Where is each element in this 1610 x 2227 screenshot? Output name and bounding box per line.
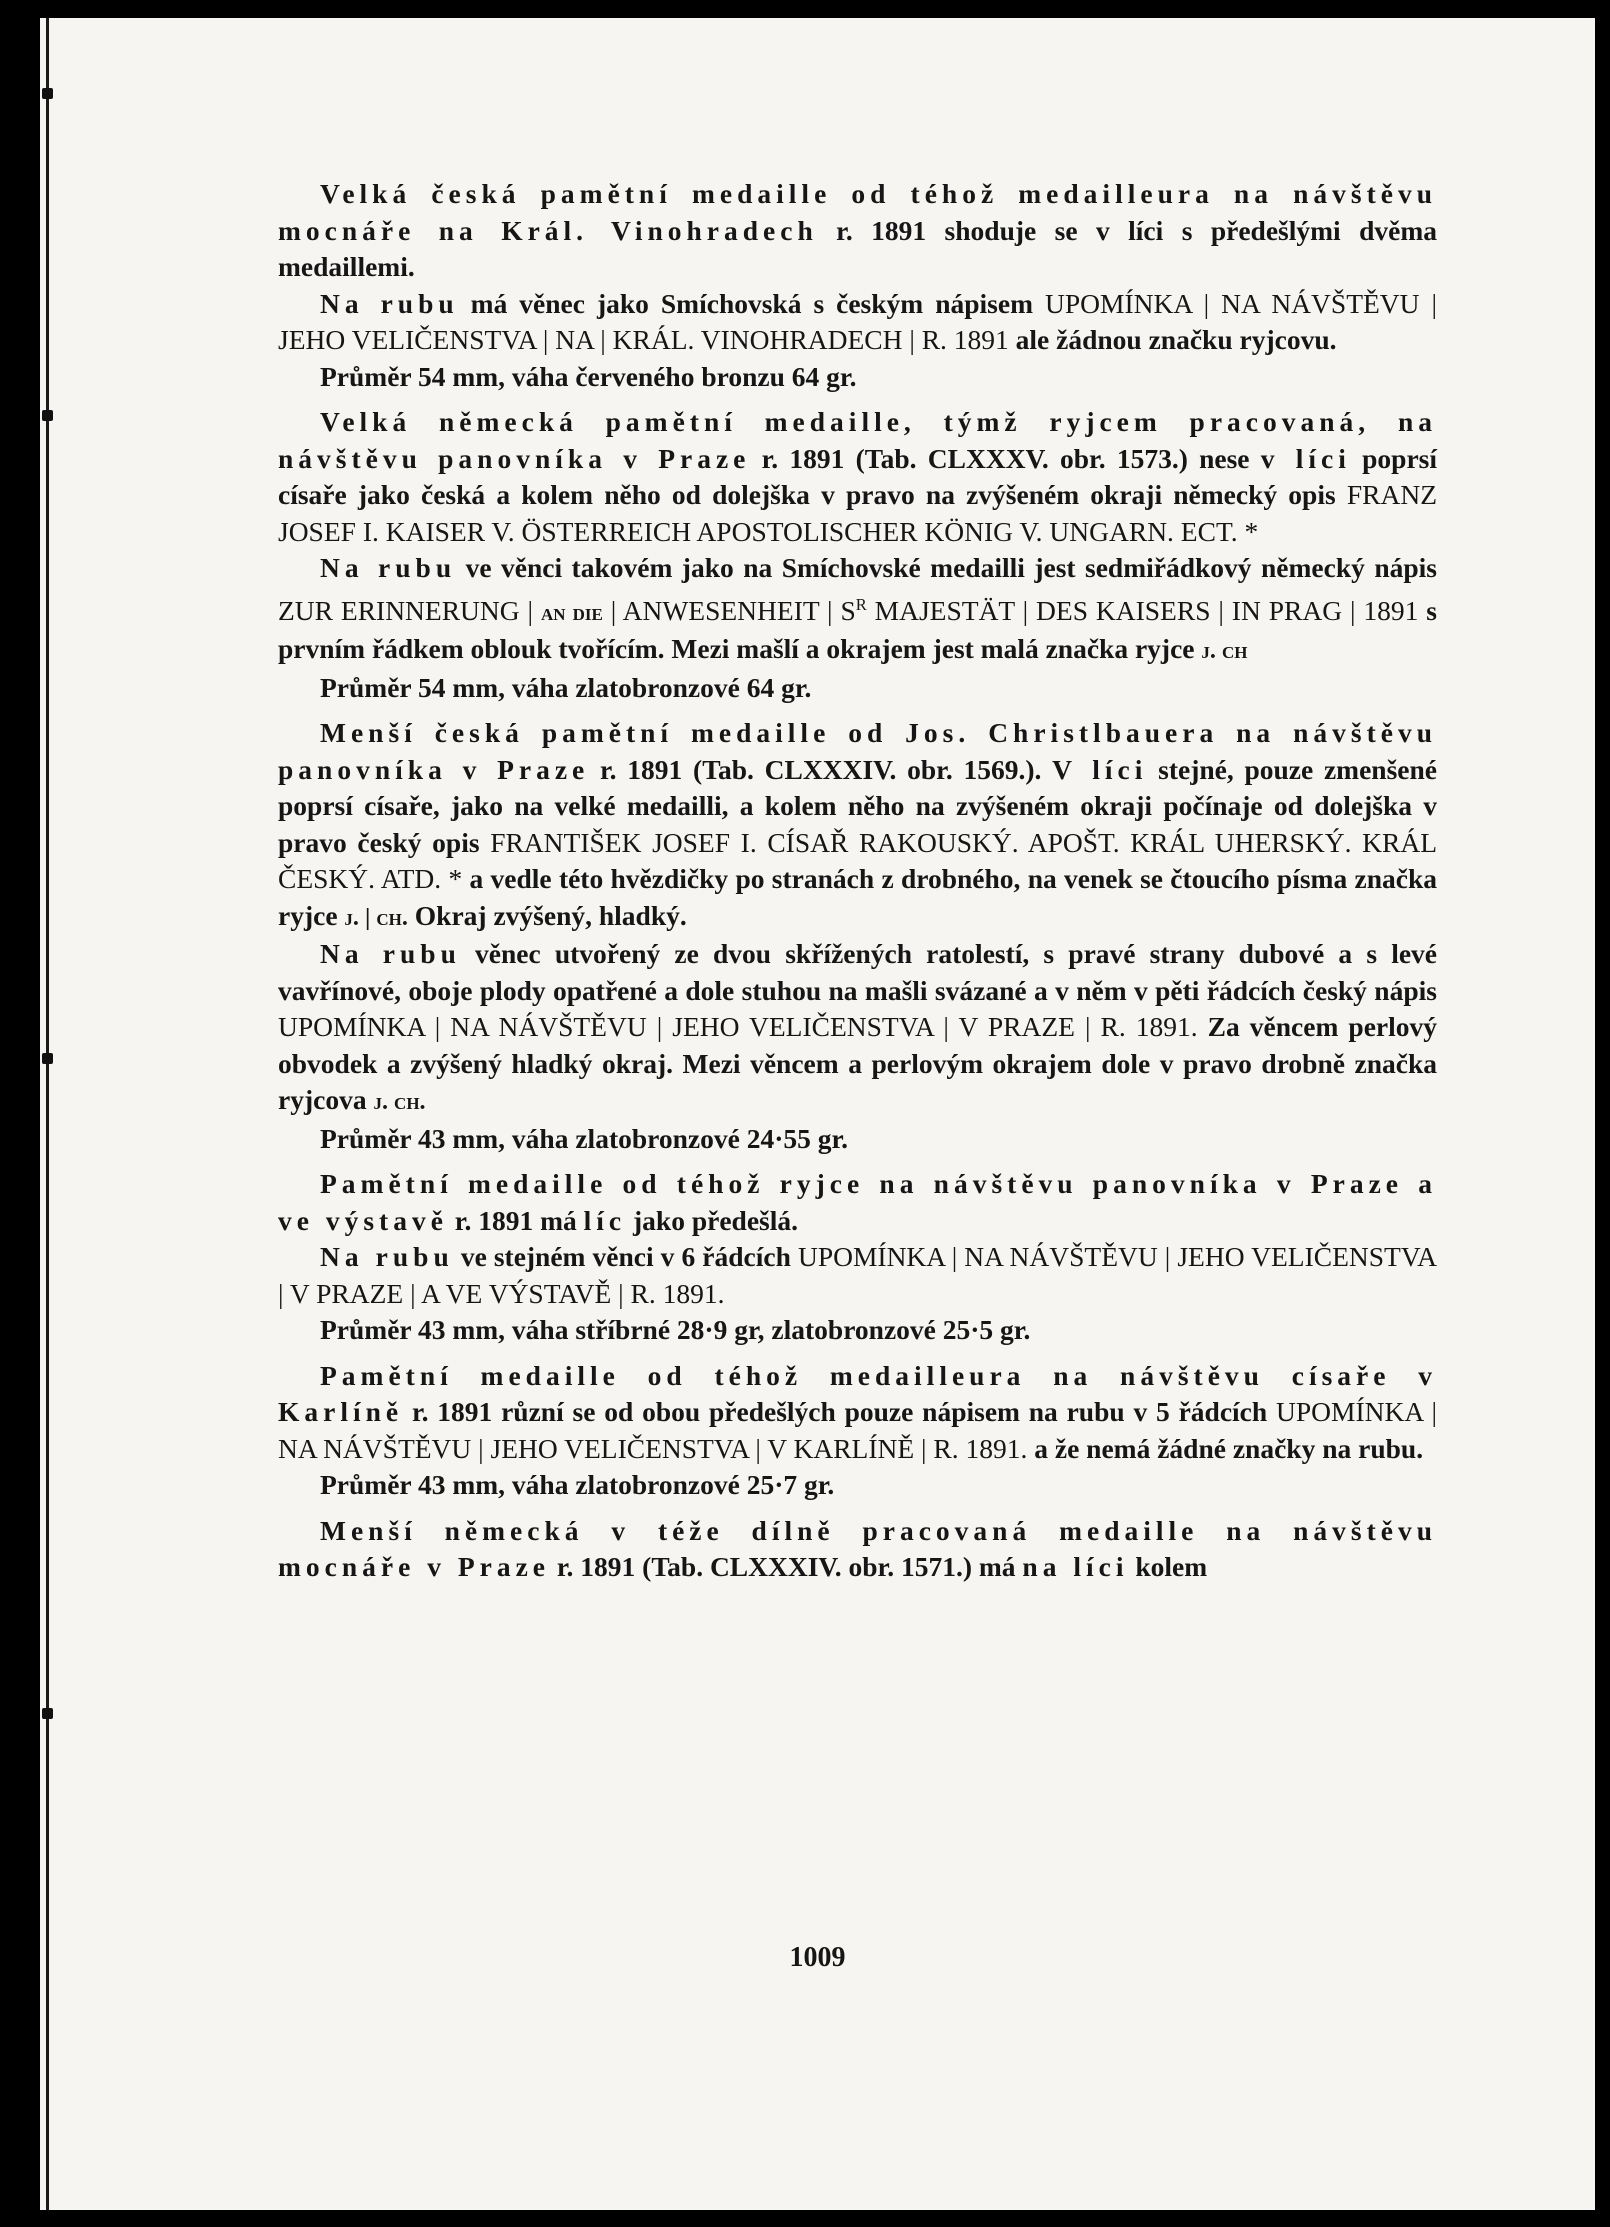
paragraph-text: poprsí císaře jako česká a kolem něho od dolejška v pravo na zvýšeném okraji německý opis <box>278 442 1438 510</box>
page-number: 1009 <box>789 1942 846 1973</box>
paragraph-prumer <box>278 1312 1437 1349</box>
spaced-text: líc <box>583 1204 627 1236</box>
inscription: FRANZ JOSEF I. KAISER V. ÖSTERREICH APOSTOLISCHER KÖNIG V. UNGARN. ECT. * <box>278 479 1437 547</box>
paragraph-text: jako předešlá. <box>626 1204 798 1236</box>
paragraph-text: Průměr 43 mm, váha zlatobronzové 25·7 gr. <box>320 1469 835 1501</box>
paragraph-text: r. 1891 (Tab. CLXXXIV. obr. 1571.) má <box>550 1551 1023 1583</box>
paragraph-prumer <box>278 359 1437 396</box>
paragraph-text: r. 1891 shoduje se v líci s předešlými dvěma medaillemi. <box>278 214 1437 282</box>
paragraph-prumer <box>278 1467 1437 1504</box>
inscription: UPOMÍNKA | NA NÁVŠTĚVU | JEHO VELIČENSTVA | NA | KRÁL. VINOHRADECH | R. 1891 <box>278 287 1438 355</box>
paragraph-mensi-ceska <box>278 715 1437 936</box>
spaced-lead: Pamětní medaille od téhož ryjce na návštěvu panovníka v Praze a ve výstavě <box>278 1168 1437 1236</box>
inscription: FRANTIŠEK JOSEF I. CÍSAŘ RAKOUSKÝ. APOŠT. KRÁL UHERSKÝ. KRÁL ČESKÝ. ATD. * <box>278 826 1438 895</box>
spaced-text: v líci <box>1260 442 1351 474</box>
paragraph-rub-vinohrady <box>278 286 1437 359</box>
engraver-mark: j. ch <box>1201 637 1248 665</box>
paragraph-text: ale žádnou značku ryjcovu. <box>1008 324 1337 355</box>
paragraph-text: Okraj zvýšený, hladký. <box>407 899 687 931</box>
paragraph-mensi-nemecka <box>278 1513 1437 1586</box>
binding-mark <box>42 88 53 99</box>
paragraph-text: Průměr 43 mm, váha stříbrné 28·9 gr, zlatobronzové 25·5 gr. <box>320 1314 1031 1346</box>
spaced-lead: Menší česká pamětní medaille od Jos. Christlbauera na návštěvu panovníka v Praze <box>278 717 1437 785</box>
spaced-lead: Na rubu <box>320 938 461 970</box>
paragraph-text: r. 1891 (Tab. CLXXXV. obr. 1573.) nese <box>750 442 1261 474</box>
paragraph-text: r. 1891 má <box>447 1204 584 1236</box>
spaced-lead: Na rubu <box>320 287 459 319</box>
paragraph-text: věnec utvořený ze dvou skřížených ratolestí, s pravé strany dubové a s levé vavřínové, oboje plody opatřené a dole stuhou na mašli svázané a v něm v pěti řádcích český nápis <box>278 938 1437 1006</box>
paragraph-vystava <box>278 1166 1437 1239</box>
paragraph-text: ve věnci takovém jako na Smíchovské medailli jest sedmiřádkový německý nápis <box>456 552 1437 583</box>
paragraph-text: ve stejném věnci v 6 řádcích <box>453 1241 798 1273</box>
paragraph-text: r. 1891 různí se od obou předešlých pouze nápisem na rubu v 5 řádcích <box>403 1396 1276 1428</box>
paragraph-rub-nemecka <box>278 550 1437 670</box>
paragraph-text: má věnec jako Smíchovská s českým nápisem <box>458 287 1045 319</box>
spaced-lead: Velká německá pamětní medaille, týmž ryjcem pracovaná, na návštěvu panovníka v Praze <box>278 406 1437 474</box>
paragraph-text: Za věncem perlový obvodek a zvýšený hladký okraj. Mezi věncem a perlovým okrajem dole v pravo drobně značka ryjcova <box>278 1011 1437 1116</box>
book-page <box>40 18 1595 2210</box>
binding-edge <box>46 18 49 2210</box>
paragraph-text: s prvním řádkem oblouk tvořícím. Mezi mašlí a okrajem jest malá značka ryjce <box>278 594 1437 665</box>
paragraph-text: a vedle této hvězdičky po stranách z drobného, na venek se čtoucího písma značka ryjce <box>278 863 1437 931</box>
paragraph-velka-nemecka <box>278 404 1437 550</box>
spaced-lead: Na rubu <box>320 552 457 583</box>
paragraph-text: kolem <box>1128 1551 1208 1583</box>
inscription: UPOMÍNKA | NA NÁVŠTĚVU | JEHO VELIČENSTVA | V KARLÍNĚ | R. 1891. <box>278 1396 1437 1464</box>
inscription-small-caps: an die <box>540 598 603 626</box>
paragraph-text: a že nemá žádné značky na rubu. <box>1027 1432 1424 1464</box>
spaced-lead: Pamětní medaille od téhož medailleura na návštěvu císaře v Karlíně <box>278 1359 1437 1428</box>
paragraph-rub-vystava <box>278 1239 1437 1312</box>
spaced-lead: Menší německá v téže dílně pracovaná medaille na návštěvu mocnáře v Praze <box>278 1514 1437 1583</box>
spaced-lead: Velká česká pamětní medaille od téhož medailleura na návštěvu mocnáře na Král. Vinohradech <box>278 178 1437 246</box>
paragraph-prumer <box>278 1121 1437 1158</box>
spaced-text: na líci <box>1022 1551 1129 1583</box>
paragraph-prumer <box>278 670 1437 707</box>
paragraph-text: Průměr 54 mm, váha červeného bronzu 64 gr. <box>320 360 857 392</box>
inscription: ZUR ERINNERUNG | <box>278 594 534 626</box>
paragraph-text: stejné, pouze zmenšené poprsí císaře, jako na velké medailli, a kolem něho na zvýšeném okraji počínaje od dolejška v pravo český opis <box>278 753 1437 858</box>
binding-mark <box>42 1053 53 1064</box>
inscription: | ANWESENHEIT | S <box>610 594 856 626</box>
spaced-text: V líci <box>1052 753 1148 785</box>
spaced-lead: Na rubu <box>320 1241 454 1273</box>
binding-mark <box>42 410 53 421</box>
engraver-mark: j. | ch. <box>344 903 408 931</box>
paragraph-rub-mensi-ceska <box>278 936 1437 1121</box>
inscription-superscript: R <box>855 594 867 614</box>
paragraph-text: r. 1891 (Tab. CLXXXIV. obr. 1569.). <box>589 753 1053 785</box>
inscription: UPOMÍNKA | NA NÁVŠTĚVU | JEHO VELIČENSTVA | V PRAZE | R. 1891. <box>278 1011 1198 1043</box>
paragraph-velka-ceska-vinohrady <box>278 176 1437 286</box>
binding-mark <box>42 1708 53 1719</box>
inscription: UPOMÍNKA | NA NÁVŠTĚVU | JEHO VELIČENSTVA | V PRAZE | A VE VÝSTAVĚ | R. 1891. <box>278 1241 1437 1309</box>
paragraph-text: Průměr 54 mm, váha zlatobronzové 64 gr. <box>320 671 812 703</box>
paragraph-karlin <box>278 1358 1437 1468</box>
inscription: MAJESTÄT | DES KAISERS | IN PRAG | 1891 <box>866 594 1419 626</box>
paragraph-text: Průměr 43 mm, váha zlatobronzové 24·55 gr. <box>320 1122 849 1154</box>
body-text <box>278 176 1437 1586</box>
engraver-mark: j. ch. <box>373 1088 426 1116</box>
